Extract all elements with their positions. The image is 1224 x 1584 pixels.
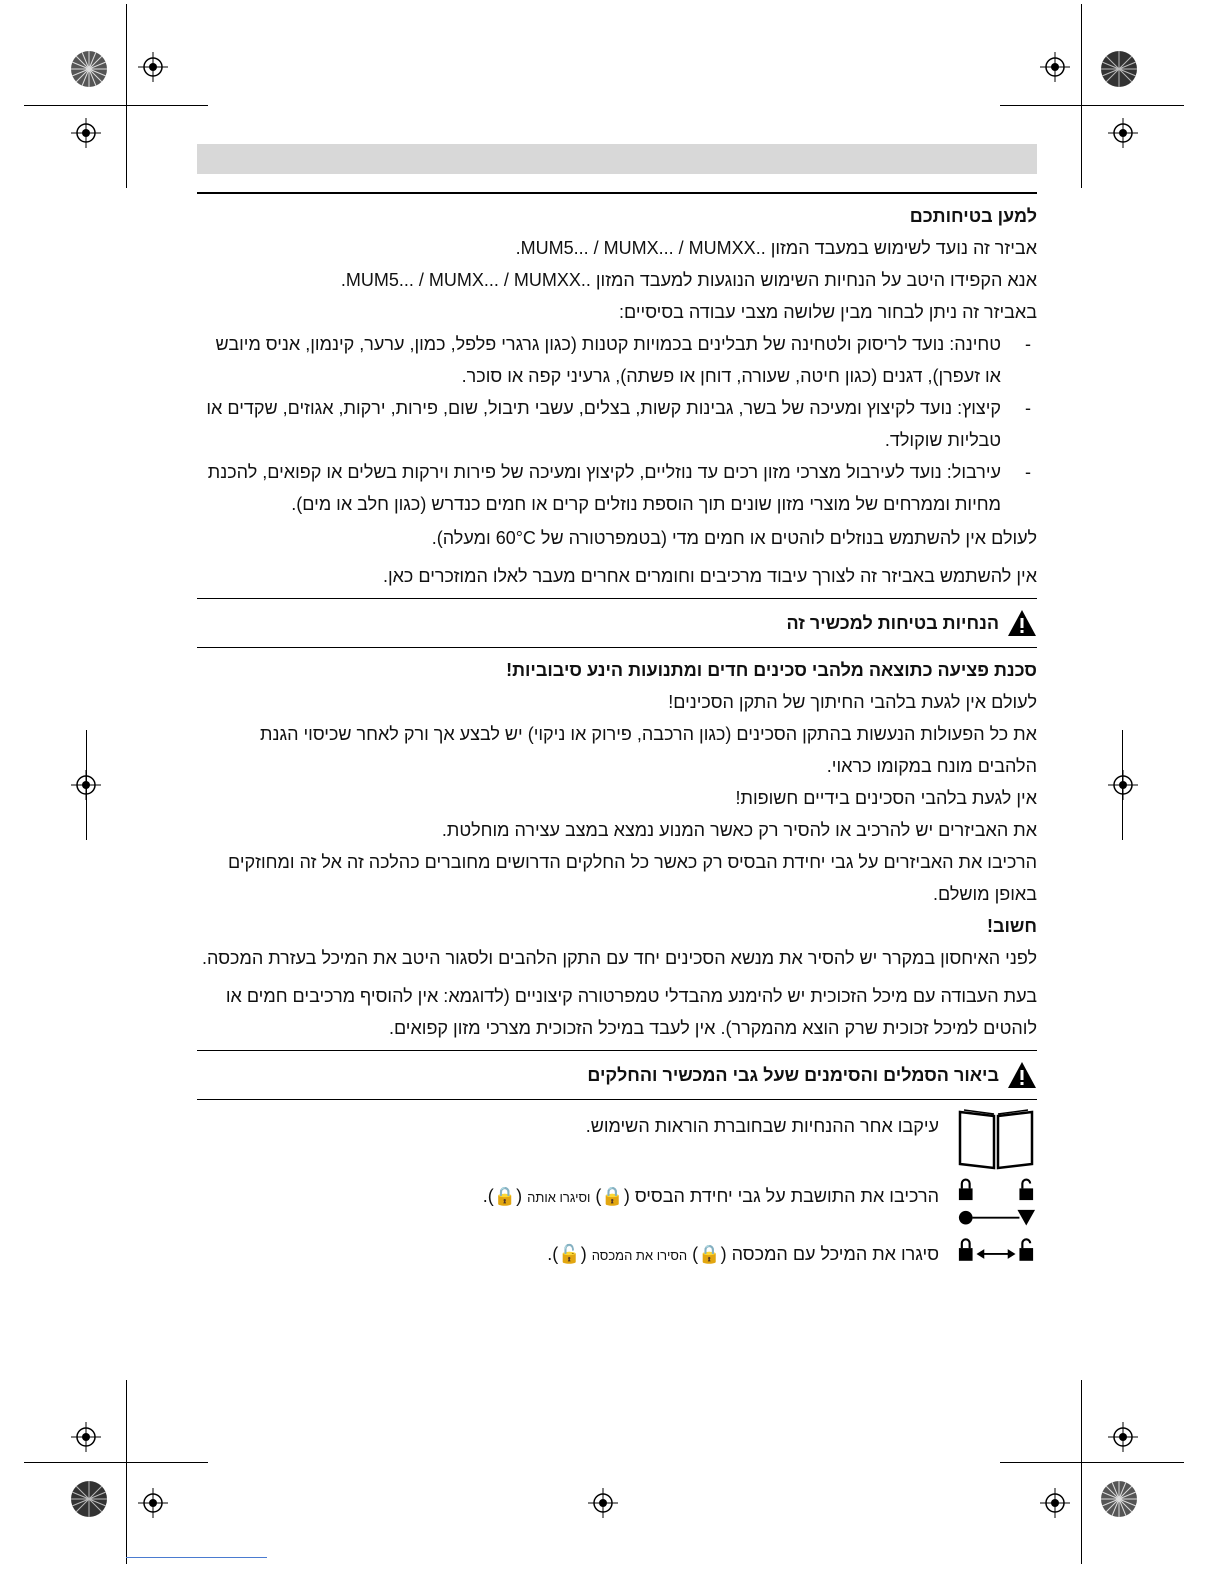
starburst-mark-icon — [70, 1480, 108, 1518]
bullet-text: טחינה: נועד לריסוק ולטחינה של תבלינים בכמויות קטנות (כגון גרגרי פלפל, כמון, ערער, קינמון, אניס מיובש או זעפרן), דגנים (כגון חיטה, שעורה, דוחן או פשתה), גרעיני קפה או סוכר. — [215, 334, 1001, 386]
registration-mark-icon — [71, 118, 101, 148]
crop-mark — [1081, 1380, 1082, 1564]
registration-mark-icon — [588, 1488, 618, 1518]
header-rule — [197, 192, 1037, 194]
bullet-text: קיצוץ: נועד לקיצוץ ומעיכה של בשר, גבינות קשות, בצלים, עשבי תיבול, שום, פירות, ירקות, אגוזים, שקדים או טבליות שוקולד. — [206, 398, 1001, 450]
danger-warning: סכנת פציעה כתוצאה מלהבי סכינים חדים ומתנועות הינע סיבוביות! — [506, 660, 1037, 680]
crop-mark — [24, 1462, 208, 1463]
section-divider — [197, 1099, 1037, 1100]
registration-mark-icon — [138, 1488, 168, 1518]
symbol-small-text: וסיגרו אותה — [527, 1190, 591, 1205]
safety-heading — [197, 605, 1037, 641]
lid-lock-icon — [955, 1234, 1037, 1270]
symbol-row — [197, 1106, 1037, 1172]
intro-line: אביזר זה נועד לשימוש במעבד המזון ..MUM5... / MUMX... / MUMXX. — [515, 238, 1037, 258]
registration-mark-icon — [71, 1422, 101, 1452]
lock-open-icon: 🔓 — [558, 1244, 581, 1264]
symbol-text: הרכיבו את התושבת על גבי יחידת הבסיס — [634, 1186, 939, 1206]
bullet-text: עירבול: נועד לעירבול מצרכי מזון רכים עד נוזליים, לקיצוץ ומעיכה של פירות וירקות בשלים או קפואים, להכנת מחיות וממרחים של מוצרי מזון שונים תוך הוספת נוזלים קרים או חמים כנדרש (כגון חלב או מים). — [207, 462, 1001, 514]
mount-lock-icon — [955, 1176, 1037, 1232]
section-divider — [197, 647, 1037, 648]
registration-mark-icon — [71, 770, 101, 800]
crop-mark — [1081, 4, 1082, 188]
symbols-heading — [197, 1057, 1037, 1093]
mode-bullet — [197, 392, 1037, 456]
registration-mark-icon — [1108, 770, 1138, 800]
symbol-small-text: הסירו את המכסה — [591, 1248, 688, 1263]
note-hot-liquids: לעולם אין להשתמש בנוזלים לוהטים או חמים מדי (בטמפרטורה של 60°C ומעלה). — [431, 528, 1037, 548]
lock-closed-icon: 🔒 — [698, 1244, 721, 1264]
symbol-text: סיגרו את המיכל עם המכסה — [731, 1244, 939, 1264]
lock-closed-icon: 🔒 — [601, 1186, 624, 1206]
page-content — [197, 200, 1037, 1272]
header-bar — [197, 144, 1037, 174]
crop-mark — [1000, 105, 1184, 106]
note-usage: אין להשתמש באביזר זה לצורך עיבוד מרכיבים וחומרים אחרים מעבר לאלו המוזכרים כאן. — [382, 566, 1037, 586]
registration-mark-icon — [1108, 118, 1138, 148]
symbol-text: עיקבו אחר ההנחיות שבחוברת הוראות השימוש. — [585, 1116, 939, 1136]
registration-mark-icon — [138, 52, 168, 82]
crop-mark — [24, 105, 208, 106]
lock-closed-icon: 🔒 — [493, 1186, 517, 1206]
symbols-heading-text: ביאור הסמלים והסימנים שעל גבי המכשיר והחלקים — [587, 1065, 999, 1085]
crop-mark — [126, 4, 127, 188]
safety-line: הרכיבו את האביזרים על גבי יחידת הבסיס רק כאשר כל החלקים הדרושים מחוברים כהלכה זה אל זה ומחוזקים באופן מושלם. — [228, 852, 1037, 904]
starburst-mark-icon — [70, 50, 108, 88]
crop-mark — [126, 1380, 127, 1564]
intro-line: באביזר זה ניתן לבחור מבין שלושה מצבי עבודה בסיסיים: — [619, 302, 1037, 322]
safety-line: את האביזרים יש להרכיב או להסיר רק כאשר המנוע נמצא במצב עצירה מוחלטת. — [441, 820, 1037, 840]
symbol-row: סיגרו את המיכל עם המכסה (🔒) הסירו את המכסה (🔓). — [197, 1234, 1037, 1272]
important-text: לפני האיחסון במקרר יש להסיר את מנשא הסכינים יחד עם התקן הלהבים ולסגור היטב את המיכל בעזרת המכסה. — [201, 948, 1037, 968]
footer-blue-line — [126, 1557, 267, 1558]
crop-mark — [1000, 1462, 1184, 1463]
starburst-mark-icon — [1100, 1480, 1138, 1518]
book-icon — [955, 1106, 1037, 1172]
warning-triangle-icon — [1007, 1061, 1037, 1089]
section-divider — [197, 598, 1037, 599]
safety-heading-text: הנחיות בטיחות למכשיר זה — [786, 613, 999, 633]
glass-warning: בעת העבודה עם מיכל הזכוכית יש להימנע מהבדלי טמפרטורה קיצוניים (לדוגמא: אין להוסיף מרכיבים חמים או לוהטים למיכל זכוכית שרק הוצא מהמקרר). אין לעבד במיכל הזכוכית מצרכי מזון קפואים. — [225, 986, 1037, 1038]
starburst-mark-icon — [1100, 50, 1138, 88]
registration-mark-icon — [1040, 1488, 1070, 1518]
safety-line: את כל הפעולות הנעשות בהתקן הסכינים (כגון הרכבה, פירוק או ניקוי) יש לבצע אך ורק לאחר שכיסוי הגנת הלהבים מונח במקומו כראוי. — [260, 724, 1037, 776]
safety-line: אין לגעת בלהבי הסכינים בידיים חשופות! — [735, 788, 1037, 808]
important-label: חשוב! — [986, 916, 1037, 936]
page-title: למען בטיחותכם — [909, 206, 1037, 226]
symbol-row: הרכיבו את התושבת על גבי יחידת הבסיס (🔒) וסיגרו אותה (🔒). — [197, 1176, 1037, 1232]
mode-bullet — [197, 328, 1037, 392]
mode-bullet — [197, 456, 1037, 520]
bullet-dash: - — [1025, 398, 1031, 418]
intro-line: אנא הקפידו היטב על הנחיות השימוש הנוגעות למעבד המזון ..MUM5... / MUMX... / MUMXX. — [340, 270, 1037, 290]
registration-mark-icon — [1108, 1422, 1138, 1452]
bullet-dash: - — [1025, 334, 1031, 354]
bullet-dash: - — [1025, 462, 1031, 482]
section-divider — [197, 1050, 1037, 1051]
warning-triangle-icon — [1007, 609, 1037, 637]
registration-mark-icon — [1040, 52, 1070, 82]
safety-line: לעולם אין לגעת בלהבי החיתוך של התקן הסכינים! — [668, 692, 1037, 712]
